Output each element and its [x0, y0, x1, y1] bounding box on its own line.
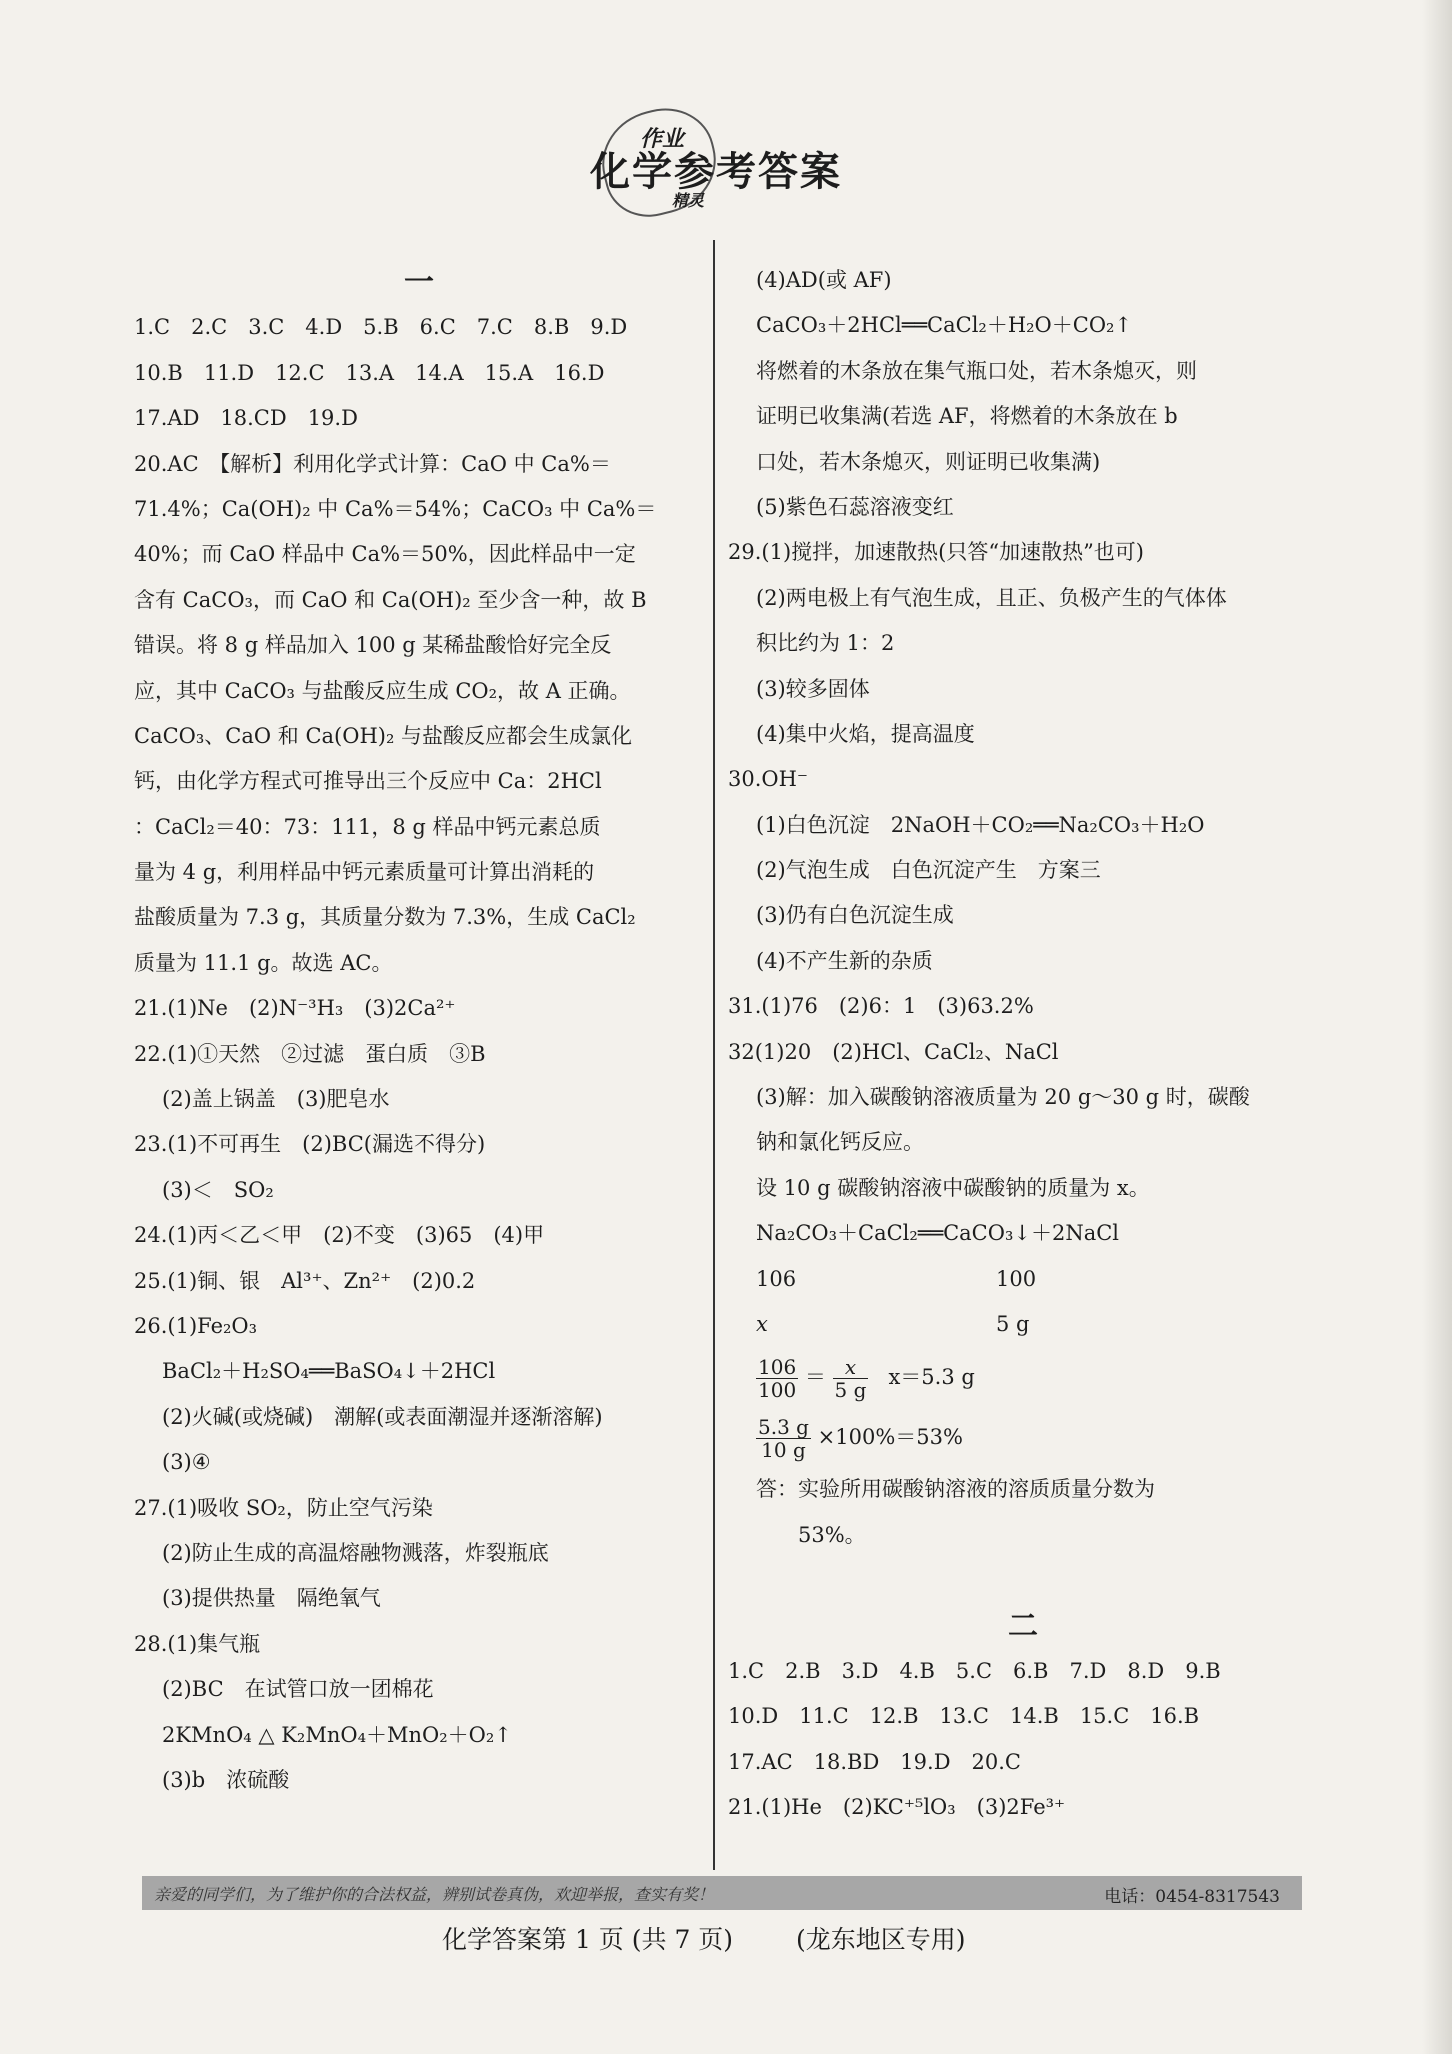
- answer-line: 31.(1)76 (2)6：1 (3)63.2%: [728, 994, 1034, 1019]
- stamp-text-bottom: 精灵: [672, 191, 705, 210]
- ratio-value: 106: [756, 1266, 797, 1291]
- column-divider: [713, 240, 715, 1870]
- answer-line: (3)＜ SO₂: [162, 1177, 274, 1202]
- region-label: (龙东地区专用): [796, 1925, 966, 1954]
- answer-line: 2KMnO₄ △ K₂MnO₄＋MnO₂＋O₂↑: [162, 1722, 512, 1747]
- answer-line: 答：实验所用碳酸钠溶液的溶质质量分数为: [756, 1477, 1155, 1502]
- scan-edge-shadow: [1422, 0, 1452, 2054]
- ratio-value: x: [756, 1311, 768, 1336]
- equation-result: x＝5.3 g: [888, 1365, 975, 1390]
- page-number: 化学答案第 1 页 (共 7 页): [442, 1925, 734, 1954]
- equation-result: ×100%＝53%: [817, 1425, 963, 1450]
- spacer: [728, 1558, 1318, 1603]
- answer-line: (2)两电极上有气泡生成，且正、负极产生的气体体: [756, 585, 1227, 610]
- fraction: $\frac{106}{100}$: [758, 1355, 797, 1403]
- answer-line: CaCO₃＋2HCl══CaCl₂＋H₂O＋CO₂↑: [756, 313, 1133, 338]
- answer-line: 10.B 11.D 12.C 13.A 14.A 15.A 16.D: [134, 360, 605, 385]
- answer-line: 设 10 g 碳酸钠溶液中碳酸钠的质量为 x。: [756, 1175, 1150, 1200]
- answer-line: 证明已收集满(若选 AF，将燃着的木条放在 b: [756, 404, 1178, 429]
- answer-line: 21.(1)He (2)KC⁺⁵lO₃ (3)2Fe³⁺: [728, 1795, 1066, 1820]
- answer-line: 含有 CaCO₃，而 CaO 和 Ca(OH)₂ 至少含一种，故 B: [134, 587, 647, 612]
- answer-line: Na₂CO₃＋CaCl₂══CaCO₃↓＋2NaCl: [756, 1221, 1120, 1246]
- fraction: $\frac{5.3 g}{10 g}$: [758, 1415, 809, 1463]
- right-column: [728, 258, 1318, 1831]
- answer-line: 口处，若木条熄灭，则证明已收集满): [756, 449, 1101, 474]
- section-heading-2: 二: [1008, 1608, 1038, 1644]
- section-heading-1: 一: [404, 265, 434, 300]
- answer-line: (2)盖上锅盖 (3)肥皂水: [162, 1087, 390, 1112]
- ratio-value: 100: [996, 1266, 1037, 1291]
- answer-line: 盐酸质量为 7.3 g，其质量分数为 7.3%，生成 CaCl₂: [134, 905, 636, 930]
- answer-line: (3)解：加入碳酸钠溶液质量为 20 g～30 g 时，碳酸: [756, 1085, 1250, 1110]
- answer-line: 22.(1)①天然 ②过滤 蛋白质 ③B: [134, 1041, 486, 1066]
- fraction-equation-1: $\frac{106}{100}$ ＝ $\frac{x}{5 g}$ x＝5.3 g: [758, 1355, 975, 1403]
- phone-number: 电话：0454-8317543: [1104, 1887, 1280, 1907]
- answer-line: 17.AC 18.BD 19.D 20.C: [728, 1749, 1021, 1774]
- left-column: [134, 260, 704, 1803]
- answer-line: (3)较多固体: [756, 676, 870, 701]
- fraction-equation-2: [728, 1407, 1318, 1467]
- answer-line: 量为 4 g，利用样品中钙元素质量可计算出消耗的: [134, 860, 595, 885]
- answer-line: (2)防止生成的高温熔融物溅落，炸裂瓶底: [162, 1540, 549, 1565]
- answer-line: (2)气泡生成 白色沉淀产生 方案三: [756, 858, 1101, 883]
- answer-line: 25.(1)铜、银 Al³⁺、Zn²⁺ (2)0.2: [134, 1268, 476, 1293]
- ratio-row-2: [728, 1302, 1318, 1347]
- answer-line: 积比约为 1：2: [756, 631, 895, 656]
- answer-line: (1)白色沉淀 2NaOH＋CO₂══Na₂CO₃＋H₂O: [756, 812, 1205, 837]
- answer-line: 32(1)20 (2)HCl、CaCl₂、NaCl: [728, 1039, 1059, 1064]
- answer-line: 71.4%；Ca(OH)₂ 中 Ca%＝54%；CaCO₃ 中 Ca%＝: [134, 496, 657, 521]
- fraction: $\frac{x}{5 g}$: [834, 1355, 867, 1403]
- answer-line: 30.OH⁻: [728, 767, 809, 792]
- answer-line: 21.(1)Ne (2)N⁻³H₃ (3)2Ca²⁺: [134, 996, 456, 1021]
- answer-line: 53%。: [798, 1522, 866, 1547]
- stamp-text-top: 作业: [640, 126, 685, 152]
- answer-line: (3)b 浓硫酸: [162, 1767, 290, 1792]
- answer-line: (4)AD(或 AF): [756, 268, 892, 292]
- answer-line: CaCO₃、CaO 和 Ca(OH)₂ 与盐酸反应都会生成氯化: [134, 723, 633, 748]
- answer-line: (5)紫色石蕊溶液变红: [756, 494, 954, 519]
- answer-line: 26.(1)Fe₂O₃: [134, 1313, 258, 1338]
- page-title: 化学参考答案: [590, 148, 842, 195]
- answer-line: (2)BC 在试管口放一团棉花: [162, 1677, 434, 1702]
- answer-line: 钠和氯化钙反应。: [756, 1130, 924, 1155]
- answer-line: 24.(1)丙＜乙＜甲 (2)不变 (3)65 (4)甲: [134, 1223, 545, 1248]
- answer-line: (4)不产生新的杂质: [756, 948, 933, 973]
- answer-line: 应，其中 CaCO₃ 与盐酸反应生成 CO₂，故 A 正确。: [134, 678, 631, 703]
- footer-notice-bar: [142, 1876, 1302, 1910]
- answer-line: 17.AD 18.CD 19.D: [134, 406, 358, 431]
- answer-line: BaCl₂＋H₂SO₄══BaSO₄↓＋2HCl: [162, 1359, 496, 1384]
- answer-line: 错误。将 8 g 样品加入 100 g 某稀盐酸恰好完全反: [134, 633, 612, 658]
- ratio-value: 5 g: [996, 1311, 1030, 1336]
- answer-line: 1.C 2.B 3.D 4.B 5.C 6.B 7.D 8.D 9.B: [728, 1658, 1221, 1683]
- header: [560, 110, 900, 230]
- answer-line: 40%；而 CaO 样品中 Ca%＝50%，因此样品中一定: [134, 542, 636, 567]
- answer-line: 1.C 2.C 3.C 4.D 5.B 6.C 7.C 8.B 9.D: [134, 315, 628, 340]
- answer-line: 28.(1)集气瓶: [134, 1631, 261, 1656]
- answer-line: (3)提供热量 隔绝氧气: [162, 1586, 381, 1611]
- anti-counterfeit-notice: 亲爱的同学们，为了维护你的合法权益，辨别试卷真伪，欢迎举报，查实有奖！: [154, 1885, 715, 1904]
- answer-line: 钙，由化学方程式可推导出三个反应中 Ca：2HCl: [134, 769, 602, 794]
- answer-line: 20.AC 【解析】利用化学式计算：CaO 中 Ca%＝: [134, 451, 611, 476]
- answer-line: 质量为 11.1 g。故选 AC。: [134, 950, 393, 975]
- answer-line: (3)仍有白色沉淀生成: [756, 903, 954, 928]
- answer-line: 将燃着的木条放在集气瓶口处，若木条熄灭，则: [756, 358, 1197, 383]
- answer-line: 27.(1)吸收 SO₂，防止空气污染: [134, 1495, 433, 1520]
- answer-line: 29.(1)搅拌，加速散热(只答“加速散热”也可): [728, 540, 1144, 565]
- answer-line: (4)集中火焰，提高温度: [756, 721, 975, 746]
- answer-line: 10.D 11.C 12.B 13.C 14.B 15.C 16.B: [728, 1704, 1200, 1729]
- answer-line: 23.(1)不可再生 (2)BC(漏选不得分): [134, 1132, 486, 1157]
- ratio-row-1: [728, 1257, 1318, 1302]
- answer-line: (3)④: [162, 1450, 211, 1475]
- answer-line: (2)火碱(或烧碱) 潮解(或表面潮湿并逐渐溶解): [162, 1404, 603, 1429]
- answer-line: ：CaCl₂＝40：73：111，8 g 样品中钙元素总质: [134, 814, 601, 839]
